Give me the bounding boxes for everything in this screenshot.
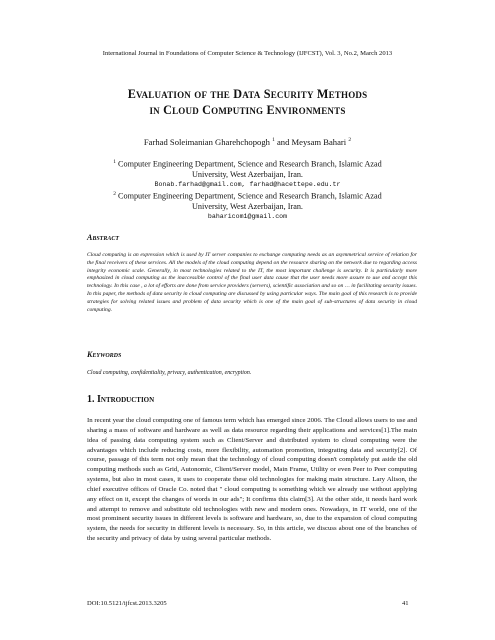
- affiliation-2-line2: University, West Azerbaijan, Iran.: [192, 201, 303, 211]
- affiliation-1-email: Bonab.farhad@gmail.com, farhad@hacettepe.edu.tr: [154, 180, 341, 188]
- author-1: Farhad Soleimanian Gharehchopogh: [143, 137, 273, 147]
- affiliation-1-sup: 1: [113, 159, 116, 165]
- doi-footer: DOI:10.5121/ijfcst.2013.3205: [87, 600, 167, 607]
- affiliation-1-line1: Computer Engineering Department, Science and Research Branch, Islamic Azad: [115, 159, 382, 169]
- affiliation-1-line2: University, West Azerbaijan, Iran.: [192, 169, 303, 179]
- affiliation-2-line1: Computer Engineering Department, Science and Research Branch, Islamic Azad: [115, 191, 382, 201]
- author-1-sup: 1: [272, 137, 275, 144]
- introduction-heading: 1. Introduction: [87, 394, 155, 405]
- page-number: 41: [402, 600, 409, 607]
- paper-title: [40, 86, 455, 118]
- introduction-paragraph: In recent year the cloud computing one of famous term which has emerged since 2006. The Cloud allows users to use and sharing a mass of software and hardware as well as data resource regarding their applications and services[1].The main idea of passing data computing system such as Client/Server and distributed system to cloud computing were the advantages which include reducing costs, more flexibility, automation promotion, integrating data and security[2]. Of course, passage of this term not only mean that the technology of cloud computing doesn't completely put aside the old computing methods such as Grid, Autonomic, Client/Server model, Main Frame, Utility or even Peer to Peer computing systems, but also in most cases, it uses to cooperate these old technologies for making main structure. Lary Alison, the chief executive offices of Oracle Co. noted that " cloud computing is something which we already use without applying any effect on it, except the changes of words in our ads"; It confirms this claim[3]. At the other side, it needs hard work and attempt to remove and substitute old technologies with new and modern ones. Nowadays, in IT world, one of the most prominent security issues in different levels is software and hardware, so, due to the expansion of cloud computing system, the needs for security in different levels is necessary. So, in this article, we discuss about one of the branches of the security and privacy of data by using several particular methods.: [87, 417, 417, 543]
- abstract-heading: Abstract: [87, 233, 120, 242]
- affiliation-2-email: baharicom1@gmail.com: [207, 212, 288, 220]
- title-line-2: in Cloud Computing Environments: [149, 103, 346, 117]
- author-2-sup: 2: [348, 137, 352, 144]
- keywords-heading: Keywords: [87, 350, 122, 359]
- affiliation-2-sup: 2: [113, 191, 116, 197]
- abstract-text: Cloud computing is an expression which is used by IT server companies to exchange computing needs as an asymmetrical service of relation for the final receivers of these services. All the models of the cloud computing depend on the resource sharing on the network due to regarding access integrity economic scale. Generally, in most technologies related to the IT, the most important challenge is security. It is particularly more emphasized in cloud computing as the inaccessible control of the final user data cause that the user needs more assure to use and accept this technology. In this case , a lot of efforts are done from service providers (servers), scientific association and so on … in facilitating security issues. In this paper, the methods of data security in cloud computing are discussed by using particular ways. The main goal of this research is to provide strategies for solving related issues and problem of data security which is one of the main goal of sub-structures of data security in cloud computing.: [87, 252, 417, 313]
- affiliation-2: [40, 189, 455, 222]
- title-line-1: Evaluation of the Data Security Methods: [127, 87, 368, 101]
- keywords-text: Cloud computing, confidentiality, privacy, authentication, encryption.: [87, 370, 252, 376]
- affiliation-1: [40, 157, 455, 190]
- author-connector: and Meysam Bahari: [274, 137, 349, 147]
- author-line: [0, 137, 495, 147]
- journal-header: International Journal in Foundations of Computer Science & Technology (IJFCST), Vol. 3, No.2, March 2013: [102, 50, 393, 57]
